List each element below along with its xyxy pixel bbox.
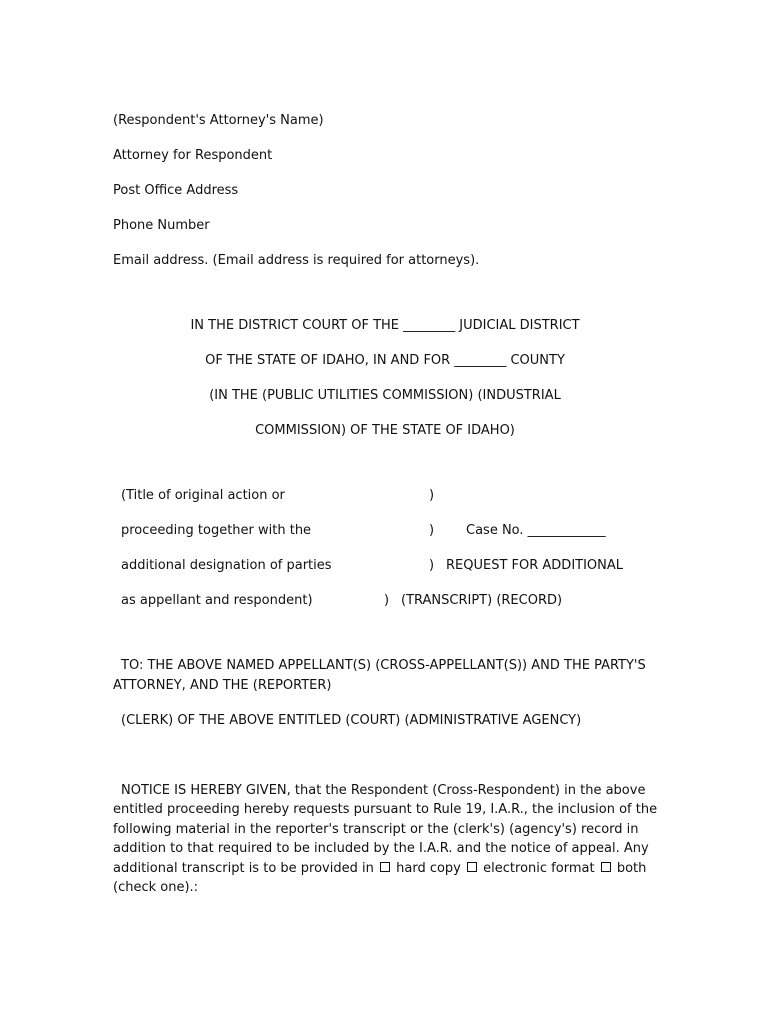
court-heading-line-2: OF THE STATE OF IDAHO, IN AND FOR ________ COUNTY [205,353,565,368]
addressed-to-line-1: TO: THE ABOVE NAMED APPELLANT(S) (CROSS-APPELLANT(S)) AND THE PARTY'S [121,658,646,673]
both-label: both [616,861,647,876]
phone-number: Phone Number [113,218,210,233]
court-heading-line-1: IN THE DISTRICT COURT OF THE ________ JUDICIAL DISTRICT [190,318,580,333]
caption-paren-1: ) [429,488,435,503]
both-checkbox[interactable] [601,862,611,872]
caption-left-line-3: additional designation of parties [121,558,332,573]
caption-paren-4: ) [384,593,390,608]
notice-line-3: following material in the reporter's transcript or the (clerk's) (agency's) record in [113,822,639,837]
electronic-format-label: electronic format [483,861,595,876]
addressed-to-line-2: ATTORNEY, AND THE (REPORTER) [113,678,332,693]
notice-line-5-prefix: additional transcript is to be provided in [113,861,374,876]
post-office-address: Post Office Address [113,183,239,198]
notice-line-4: addition to that required to be included by the I.A.R. and the notice of appeal. Any [113,841,649,856]
email-address: Email address. (Email address is required for attorneys). [113,253,480,268]
clerk-line: (CLERK) OF THE ABOVE ENTITLED (COURT) (ADMINISTRATIVE AGENCY) [121,713,582,728]
court-heading-line-3: (IN THE (PUBLIC UTILITIES COMMISSION) (INDUSTRIAL [209,388,561,403]
notice-line-1: NOTICE IS HEREBY GIVEN, that the Respondent (Cross-Respondent) in the above [121,783,646,798]
notice-line-2: entitled proceeding hereby requests pursuant to Rule 19, I.A.R., the inclusion of the [113,802,658,817]
caption-paren-3: ) [429,558,435,573]
hard-copy-checkbox[interactable] [380,862,390,872]
caption-paren-2: ) [429,523,435,538]
case-number: Case No. ____________ [466,523,606,538]
request-title-line-2: (TRANSCRIPT) (RECORD) [401,593,563,608]
caption-left-line-2: proceeding together with the [121,523,312,538]
notice-line-6: (check one).: [113,880,199,895]
request-title-line-1: REQUEST FOR ADDITIONAL [446,558,624,573]
court-heading-line-4: COMMISSION) OF THE STATE OF IDAHO) [255,423,515,438]
caption-left-line-1: (Title of original action or [121,488,285,503]
attorney-for: Attorney for Respondent [113,148,273,163]
attorney-name: (Respondent's Attorney's Name) [113,113,324,128]
hard-copy-label: hard copy [396,861,461,876]
electronic-format-checkbox[interactable] [467,862,477,872]
notice-line-5 [113,859,646,879]
caption-left-line-4: as appellant and respondent) [121,593,313,608]
